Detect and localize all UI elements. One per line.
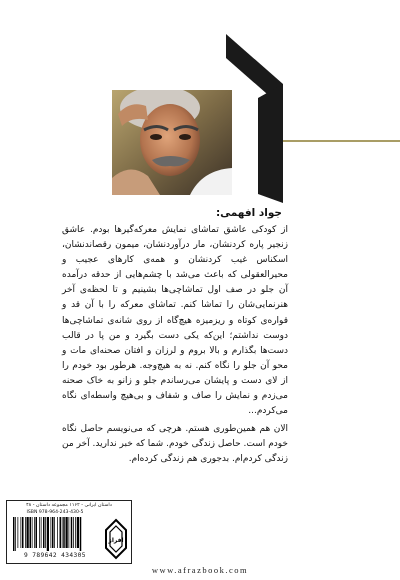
barcode-bar [60, 517, 62, 548]
barcode-bar [71, 517, 73, 548]
barcode-bar [34, 517, 35, 548]
barcode-bar [30, 517, 32, 548]
barcode-bar [54, 517, 55, 548]
barcode-bar [66, 517, 68, 548]
isbn-line: ISBN 978-964-243-430-5 [26, 510, 84, 515]
publisher-logo-icon [104, 518, 128, 560]
back-cover-text [62, 223, 288, 468]
barcode-bar [22, 517, 24, 548]
barcode-bar [13, 517, 15, 551]
barcode-bar [18, 517, 19, 548]
barcode-bar [63, 517, 65, 548]
body-paragraph-1: از کودکی عاشق تماشای نمایش معرکه‌گیرها بودم. عاشق زنجیر پاره کردنشان، مار درآوردنشان، میمون رقصاندنشان، اسکناس غیب کردنشان و همه‌ی کارهای عجیب و محیرالعقولی که باعث می‌شد با چشم‌هایی از حدقه درآمده آن جلو در صف اول تماشاچی‌ها بشینیم و تا لحظه‌ی آخر هنرنمایی‌شان را تماشا کنم. تماشای معرکه را با آن قد و قواره‌ی کوتاه و ریزمیزه هیچ‌گاه از روی شانه‌ی تماشاچی‌ها دوست نداشتم؛ این‌که یکی دست بگیرد و من پا در قالب دست‌ها بگذارم و بالا بروم و لرزان و افتان صحنه‌ای مات و محو آن جلو را نگاه کنم. نه به هیچ‌وجه. هرطور بود خودم را از لای دست و پایشان می‌رساندم جلو و زانو به خاک صحنه می‌زدم و نمایش را صاف و شفاف و بی‌هیچ واسطه‌ای نگاه می‌کردم... [62, 225, 288, 417]
barcode-bar [69, 517, 70, 548]
publisher-logo-text: افراز [108, 537, 124, 544]
barcode-bar [15, 517, 16, 551]
barcode-bar [80, 517, 82, 551]
barcode-bar [39, 517, 40, 548]
barcode-bar [32, 517, 33, 548]
barcode-bar [41, 517, 42, 548]
barcode-bar [52, 517, 54, 548]
barcode-digits: 9 789642 434305 [24, 552, 86, 559]
shape-vertical-bar [258, 84, 283, 203]
barcode-bar [43, 517, 45, 548]
body-paragraph-2: الان هم همین‌طوری هستم. هرچی که می‌نویسم حاصل نگاه خودم است. حاصل زندگی خودم. شما که خبر ندارید. آخر من زندگی کردم‌ام. بدجوری هم زندگی کرده‌ام. [62, 424, 288, 465]
barcode-bar [25, 517, 26, 548]
barcode-bar [51, 517, 52, 548]
barcode-bar [47, 517, 49, 551]
series-line: داستان ایرانی - ۱۱۶۲ مجموعه داستان - ۴۸ [26, 503, 112, 508]
barcode-bar [36, 517, 38, 548]
barcode-bar [57, 517, 58, 548]
barcode-bar [75, 517, 76, 548]
barcode-bar [77, 517, 79, 548]
barcode-bar [73, 517, 74, 548]
author-name: جواد افهمی: [215, 207, 282, 219]
barcode-bars [13, 517, 101, 551]
barcode-bar [62, 517, 63, 548]
gold-rule-line [283, 140, 400, 142]
barcode-box [6, 500, 132, 564]
barcode-bar [21, 517, 22, 548]
barcode-bar [27, 517, 29, 548]
publisher-website-link[interactable]: www.afrazbook.com [151, 565, 249, 575]
author-photo [112, 90, 232, 195]
barcode-bar [45, 517, 46, 548]
